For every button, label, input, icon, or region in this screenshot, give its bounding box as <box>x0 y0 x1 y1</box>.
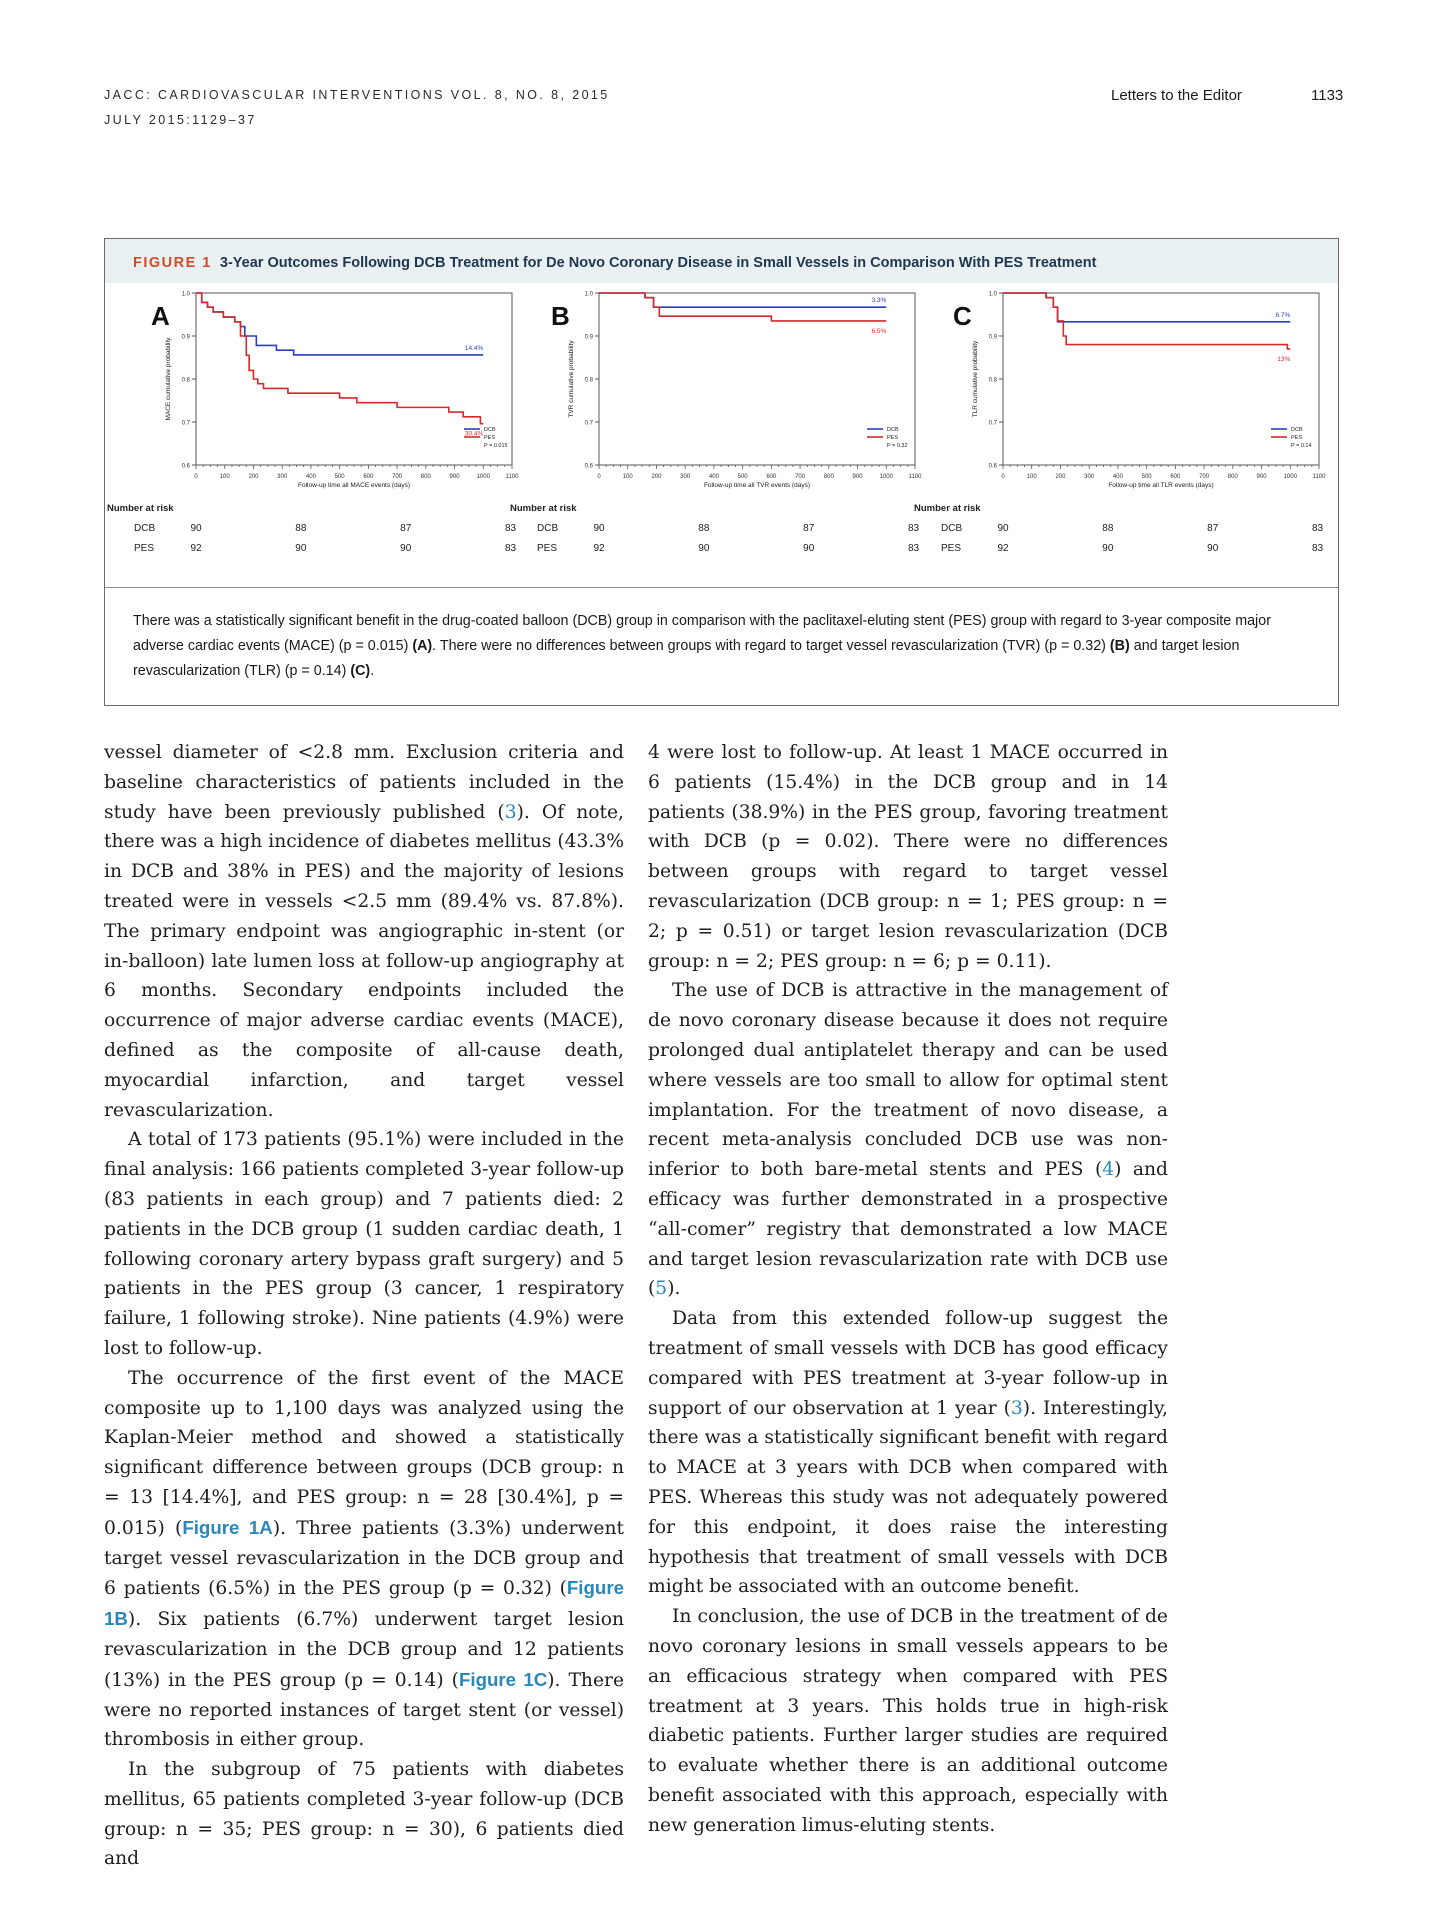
plot-frame <box>599 293 915 465</box>
x-tick-label: 500 <box>334 474 345 480</box>
legend-label: PES <box>484 435 496 442</box>
risk-group-label: PES <box>941 543 962 554</box>
km-panel-c <box>914 292 1326 555</box>
y-tick-label: 0.6 <box>988 463 997 470</box>
risk-table-header: Number at risk <box>510 503 577 514</box>
figure-title <box>133 255 1096 271</box>
x-tick-label: 1000 <box>476 474 490 480</box>
y-tick-label: 0.8 <box>584 377 593 384</box>
series-end-label: 14.4% <box>464 344 484 352</box>
risk-count: 83 <box>908 543 920 554</box>
km-curve-dcb <box>196 293 483 355</box>
right-paragraph: In conclusion, the use of DCB in the treatment of de novo coronary lesions in small vessels appears to be an efficacious strategy when compared with PES treatment at 3 years. This holds true in high-risk diabetic patients. Further larger studies are required to evaluate whether there is an additional outcome benefit associated with this approach, especially with new generation limus-eluting stents. <box>648 1606 1168 1836</box>
left-column <box>104 738 624 1874</box>
x-tick-label: 400 <box>305 474 316 480</box>
figure-link[interactable]: Figure 1B <box>104 1577 624 1630</box>
x-tick-label: 800 <box>1227 474 1238 480</box>
series-end-label: 3.3% <box>871 297 887 305</box>
risk-count: 87 <box>1207 523 1219 534</box>
x-tick-label: 1100 <box>505 474 519 480</box>
km-curve-pes <box>196 293 483 424</box>
reference-link[interactable]: 3 <box>1010 1397 1023 1419</box>
left-paragraph: In the subgroup of 75 patients with diabetes mellitus, 65 patients completed 3-year follow-up (DCB group: n = 35; PES group: n = 30), 6 patients died and <box>104 1759 624 1870</box>
plot-frame <box>196 293 512 465</box>
left-paragraph: vessel diameter of <2.8 mm. Exclusion criteria and baseline characteristics of patients included in the study have been previously published (3). Of note, there was a high incidence of diabetes mellitus (43.3% in DCB and 38% in PES) and the majority of lesions treated were in vessels <2.5 mm (89.4% vs. 87.8%). The primary endpoint was angiographic in-stent (or in-balloon) late lumen loss at follow-up angiography at 6 months. Secondary endpoints included the occurrence of major adverse cardiac events (MACE), defined as the composite of all-cause death, myocardial infarction, and target vessel revascularization. <box>104 742 624 1121</box>
x-tick-label: 700 <box>392 474 403 480</box>
risk-count: 92 <box>997 543 1009 554</box>
series-end-label: 13% <box>1277 355 1291 363</box>
caption-part: . <box>370 663 375 679</box>
x-tick-label: 900 <box>449 474 460 480</box>
left-paragraph: A total of 173 patients (95.1%) were included in the final analysis: 166 patients completed 3-year follow-up (83 patients in each group) and 7 patients died: 2 patients in the DCB group (1 sudden cardiac death, 1 following coronary artery bypass graft surgery) and 5 patients in the PES group (3 cancer, 1 respiratory failure, 1 following stroke). Nine patients (4.9%) were lost to follow-up. <box>104 1129 624 1359</box>
x-tick-label: 0 <box>194 474 198 480</box>
p-value: P = 0.32 <box>887 443 908 450</box>
legend-label: PES <box>1291 435 1303 442</box>
x-axis-label: Follow-up time all MACE events (days) <box>298 482 410 489</box>
y-tick-label: 0.7 <box>988 420 997 427</box>
risk-count: 90 <box>1102 543 1114 554</box>
x-tick-label: 0 <box>1001 474 1005 480</box>
x-tick-label: 900 <box>1256 474 1267 480</box>
x-tick-label: 1100 <box>1312 474 1326 480</box>
y-tick-label: 0.9 <box>181 334 190 341</box>
left-paragraph: The occurrence of the first event of the MACE composite up to 1,100 days was analyzed using the Kaplan-Meier method and showed a statistically significant difference between groups (DCB group: n = 13 [14.4%], and PES group: n = 28 [30.4%], p = 0.015) (Figure 1A). Three patients (3.3%) underwent target vessel revascularization in the DCB group and 6 patients (6.5%) in the PES group (p = 0.32) (Figure 1B). Six patients (6.7%) underwent target lesion revascularization in the DCB group and 12 patients (13%) in the PES group (p = 0.14) (Figure 1C). There were no reported instances of target stent (or vessel) thrombosis in either group. <box>104 1367 625 1751</box>
figure-1 <box>104 238 1339 706</box>
figure-link[interactable]: Figure 1C <box>458 1668 548 1690</box>
x-tick-label: 500 <box>737 474 748 480</box>
risk-count: 90 <box>1207 543 1219 554</box>
x-tick-label: 600 <box>363 474 374 480</box>
risk-count: 90 <box>698 543 710 554</box>
legend-label: DCB <box>484 427 496 434</box>
y-tick-label: 0.7 <box>584 420 593 427</box>
right-paragraph: Data from this extended follow-up suggest the treatment of small vessels with DCB has good efficacy compared with PES treatment at 3-year follow-up in support of our observation at 1 year (3). Interestingly, there was a statistically significant benefit with regard to MACE at 3 years with DCB when compared with PES. Whereas this study was not adequately powered for this endpoint, it does raise the interesting hypothesis that treatment of small vessels with DCB might be associated with an outcome benefit. <box>648 1308 1168 1598</box>
caption-part: There was a statistically significant benefit in the drug-coated balloon (DCB) group in comparison with the paclitaxel-eluting stent (PES) group with regard to 3-year composite major adverse cardiac events (MACE) (p = 0.015) <box>133 613 1271 654</box>
risk-count: 83 <box>505 543 517 554</box>
x-tick-label: 600 <box>1170 474 1181 480</box>
figure-caption <box>133 609 1313 684</box>
risk-count: 88 <box>295 523 307 534</box>
risk-count: 90 <box>593 523 605 534</box>
x-tick-label: 200 <box>1055 474 1066 480</box>
risk-count: 88 <box>698 523 710 534</box>
km-panel-b <box>510 292 922 555</box>
km-charts <box>105 283 1337 583</box>
y-tick-label: 0.7 <box>181 420 190 427</box>
caption-ref-c: (C) <box>350 663 371 679</box>
issue-header: JULY 2015:1129–37 <box>104 113 257 127</box>
x-tick-label: 100 <box>1026 474 1037 480</box>
x-tick-label: 900 <box>852 474 863 480</box>
x-tick-label: 400 <box>1112 474 1123 480</box>
plot-frame <box>1003 293 1319 465</box>
x-tick-label: 300 <box>277 474 288 480</box>
x-tick-label: 300 <box>1084 474 1095 480</box>
figure-link[interactable]: Figure 1A <box>182 1516 273 1538</box>
risk-group-label: PES <box>134 543 155 554</box>
x-tick-label: 700 <box>795 474 806 480</box>
y-axis-label: MACE cumulative probability <box>165 337 172 421</box>
risk-count: 87 <box>400 523 412 534</box>
x-tick-label: 1100 <box>908 474 922 480</box>
risk-count: 90 <box>400 543 412 554</box>
risk-count: 90 <box>295 543 307 554</box>
x-tick-label: 600 <box>766 474 777 480</box>
figure-title-text: 3-Year Outcomes Following DCB Treatment for De Novo Coronary Disease in Small Vessels in Comparison With PES Treatment <box>219 255 1097 271</box>
x-tick-label: 100 <box>622 474 633 480</box>
risk-group-label: PES <box>537 543 558 554</box>
legend-label: PES <box>887 435 899 442</box>
panel-letter-b: B <box>551 301 570 331</box>
y-tick-label: 0.9 <box>988 334 997 341</box>
x-tick-label: 0 <box>597 474 601 480</box>
x-tick-label: 800 <box>823 474 834 480</box>
caption-ref-a: (A) <box>412 638 433 654</box>
risk-count: 92 <box>190 543 202 554</box>
risk-count: 83 <box>1312 543 1324 554</box>
x-tick-label: 700 <box>1199 474 1210 480</box>
series-end-label: 30.4% <box>464 430 484 438</box>
caption-part: and target lesion revascularization (TLR) (p = 0.14) <box>133 638 1240 679</box>
figure-label: FIGURE 1 <box>133 255 212 271</box>
risk-count: 83 <box>908 523 920 534</box>
risk-count: 87 <box>803 523 815 534</box>
risk-count: 83 <box>1312 523 1324 534</box>
caption-part: . There were no differences between groups with regard to target vessel revascularization (TVR) (p = 0.32) <box>432 638 1110 654</box>
right-paragraph: The use of DCB is attractive in the management of de novo coronary disease because it does not require prolonged dual antiplatelet therapy and can be used where vessels are too small to allow for optimal stent implantation. For the treatment of novo disease, a recent meta-analysis concluded DCB use was non-inferior to both bare-metal stents and PES (4) and efficacy was further demonstrated in a prospective “all-comer” registry that demonstrated a low MACE and target lesion revascularization rate with DCB use (5). <box>648 980 1168 1300</box>
risk-count: 90 <box>190 523 202 534</box>
caption-divider <box>105 587 1338 588</box>
risk-count: 83 <box>505 523 517 534</box>
series-end-label: 6.5% <box>871 327 887 335</box>
reference-link[interactable]: 4 <box>1102 1159 1115 1181</box>
p-value: P = 0.14 <box>1291 443 1312 450</box>
x-tick-label: 800 <box>420 474 431 480</box>
reference-link[interactable]: 3 <box>504 801 517 823</box>
y-axis-label: TLR cumulative probability <box>972 340 979 418</box>
x-tick-label: 500 <box>1141 474 1152 480</box>
caption-ref-b: (B) <box>1109 638 1130 654</box>
y-axis-label: TVR cumulative probability <box>568 340 575 418</box>
legend-label: DCB <box>887 427 899 434</box>
page-number: 1133 <box>1311 87 1344 104</box>
right-paragraph: 4 were lost to follow-up. At least 1 MACE occurred in 6 patients (15.4%) in the DCB group and in 14 patients (38.9%) in the PES group, favoring treatment with DCB (p = 0.02). There were no differences between groups with regard to target vessel revascularization (DCB group: n = 1; PES group: n = 2; p = 0.51) or target lesion revascularization (DCB group: n = 2; PES group: n = 6; p = 0.11). <box>648 742 1168 972</box>
y-tick-label: 1.0 <box>988 291 997 298</box>
y-tick-label: 1.0 <box>584 291 593 298</box>
x-axis-label: Follow-up time all TLR events (days) <box>1108 482 1214 489</box>
risk-count: 88 <box>1102 523 1114 534</box>
y-tick-label: 0.6 <box>181 463 190 470</box>
risk-count: 92 <box>593 543 605 554</box>
y-tick-label: 1.0 <box>181 291 190 298</box>
p-value: P = 0.015 <box>484 443 508 450</box>
panel-letter-a: A <box>151 301 170 331</box>
risk-group-label: DCB <box>941 523 963 534</box>
risk-count: 90 <box>997 523 1009 534</box>
reference-link[interactable]: 5 <box>655 1278 668 1300</box>
x-tick-label: 400 <box>708 474 719 480</box>
panel-letter-c: C <box>953 301 972 331</box>
km-curve-dcb <box>599 293 886 307</box>
km-panel-a <box>107 292 519 555</box>
risk-table-header: Number at risk <box>914 503 981 514</box>
legend-label: DCB <box>1291 427 1303 434</box>
x-tick-label: 200 <box>651 474 662 480</box>
x-tick-label: 1000 <box>879 474 893 480</box>
x-axis-label: Follow-up time all TVR events (days) <box>703 482 811 489</box>
journal-header: JACC: CARDIOVASCULAR INTERVENTIONS VOL. 8, NO. 8, 2015 <box>104 88 610 102</box>
km-curve-pes <box>1003 293 1290 349</box>
y-tick-label: 0.6 <box>584 463 593 470</box>
risk-table-header: Number at risk <box>107 503 174 514</box>
x-tick-label: 300 <box>680 474 691 480</box>
x-tick-label: 200 <box>248 474 259 480</box>
risk-group-label: DCB <box>537 523 559 534</box>
series-end-label: 6.7% <box>1275 311 1291 319</box>
right-column <box>648 738 1168 1840</box>
y-tick-label: 0.8 <box>988 377 997 384</box>
y-tick-label: 0.8 <box>181 377 190 384</box>
section-header: Letters to the Editor <box>1111 87 1242 104</box>
risk-count: 90 <box>803 543 815 554</box>
risk-group-label: DCB <box>134 523 156 534</box>
x-tick-label: 100 <box>219 474 230 480</box>
y-tick-label: 0.9 <box>584 334 593 341</box>
x-tick-label: 1000 <box>1283 474 1297 480</box>
